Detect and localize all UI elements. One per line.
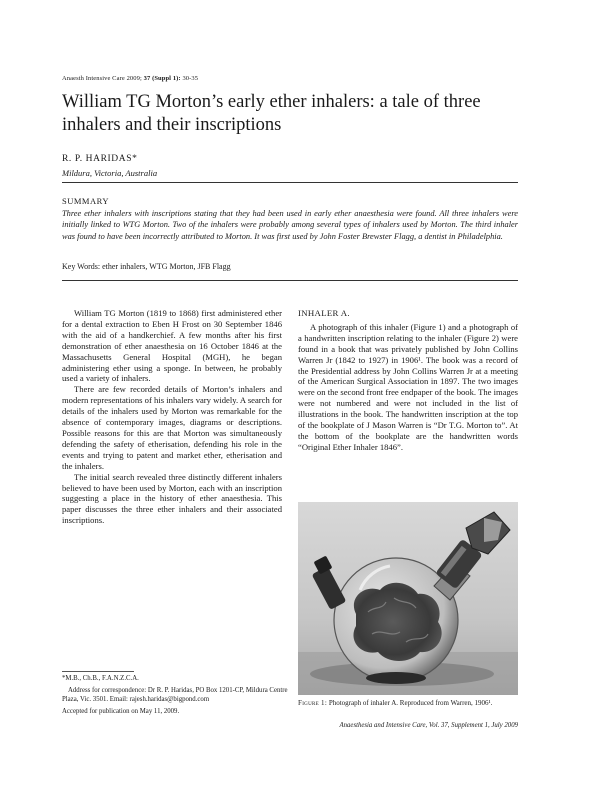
- footnote-rule: [62, 671, 134, 672]
- figure-photo: [298, 502, 518, 695]
- running-head: [62, 75, 198, 82]
- paragraph: The initial search revealed three distinctly different inhalers believed to have been used by Morton, each with an inscription suggesting a place in the history of ether anaesthesia. This paper discusses the three ether inhalers and their associated inscriptions.: [62, 471, 282, 526]
- paragraph: William TG Morton (1819 to 1868) first administered ether for a dental extraction to Eben H Frost on 30 September 1846 with the aid of a handkerchief. A few months after his first demonstration of ether anaesthesia on 16 October 1846 at the Massachusetts General Hospital (MGH), he began administering ether using a sponge. In between, he probably used a variety of inhalers.: [62, 308, 282, 384]
- affiliation: Mildura, Victoria, Australia: [62, 168, 158, 178]
- body-left-column: [62, 308, 282, 526]
- paragraph: A photograph of this inhaler (Figure 1) and a photograph of a handwritten inscription relating to the inhaler (Figure 2) were found in a book that was privately published by John Collins Warren Jr (1842 to 1927) in 1906¹. The book was a record of the Presidential address by John Collins Warren Jr at a meeting of the American Surgical Association in 1897. The two images were on the second front free endpaper of the book. The images were not numbered and were not included in the list of illustrations in the book. The handwritten inscription at the top of the bookplate of J Mason Warren is “Dr T.G. Morton to”. At the bottom of the bookplate are the handwritten words “Original Ether Inhaler 1846”.: [298, 321, 518, 452]
- keywords: Key Words: ether inhalers, WTG Morton, JFB Flagg: [62, 262, 231, 271]
- summary-text: Three ether inhalers with inscriptions stating that they had been used in early ether anaesthesia were found. All three inhalers were initially linked to WTG Morton. Two of the inhalers were probably among several types of inhalers used by Morton. The third inhaler was found to have been incorrectly attributed to Morton. It was first used by John Foster Brewster Flagg, a dentist in Philadelphia.: [62, 209, 518, 241]
- footnote-credentials: *M.B., Ch.B., F.A.N.Z.C.A.: [62, 675, 139, 682]
- section-heading: INHALER A.: [298, 308, 350, 318]
- author: R. P. HARIDAS*: [62, 154, 138, 164]
- figure-label: Figure 1:: [298, 699, 328, 707]
- running-head-supplement: (Suppl 1):: [152, 75, 181, 82]
- body-right-column: [298, 308, 518, 453]
- running-head-pages: 30-35: [182, 75, 199, 82]
- inhaler-photo: [298, 502, 518, 695]
- article-title: William TG Morton’s early ether inhalers: a tale of three inhalers and their inscriptions: [62, 92, 481, 135]
- running-head-volume: 37: [143, 75, 151, 82]
- running-head-journal: Anaesth Intensive Care 2009;: [62, 75, 142, 82]
- divider: [62, 280, 518, 281]
- summary-heading: SUMMARY: [62, 196, 109, 206]
- divider: [62, 182, 518, 183]
- footnote-accepted: Accepted for publication on May 11, 2009.: [62, 708, 180, 715]
- figure-caption: [298, 699, 518, 708]
- figure-caption-text: Photograph of inhaler A. Reproduced from Warren, 1906¹.: [328, 699, 493, 707]
- paragraph: There are few recorded details of Morton’s inhalers and modern representations of his inhalers vary widely. A search for details of the inhalers used by Morton was remarkable for the absence of contemporary images, diagrams or descriptions. Possible reasons for this are that Morton was simultaneously defending the safety of etherisation, defending his role in the events and trying to patent and market ether, etherisation and the inhalers.: [62, 384, 282, 471]
- footnote-address: Address for correspondence: Dr R. P. Haridas, PO Box 1201-CP, Mildura Centre Plaza, Vic. 3501. Email: rajesh.haridas@bigpond.com: [62, 687, 288, 703]
- journal-footer: Anaesthesia and Intensive Care, Vol. 37, Supplement 1, July 2009: [339, 722, 518, 729]
